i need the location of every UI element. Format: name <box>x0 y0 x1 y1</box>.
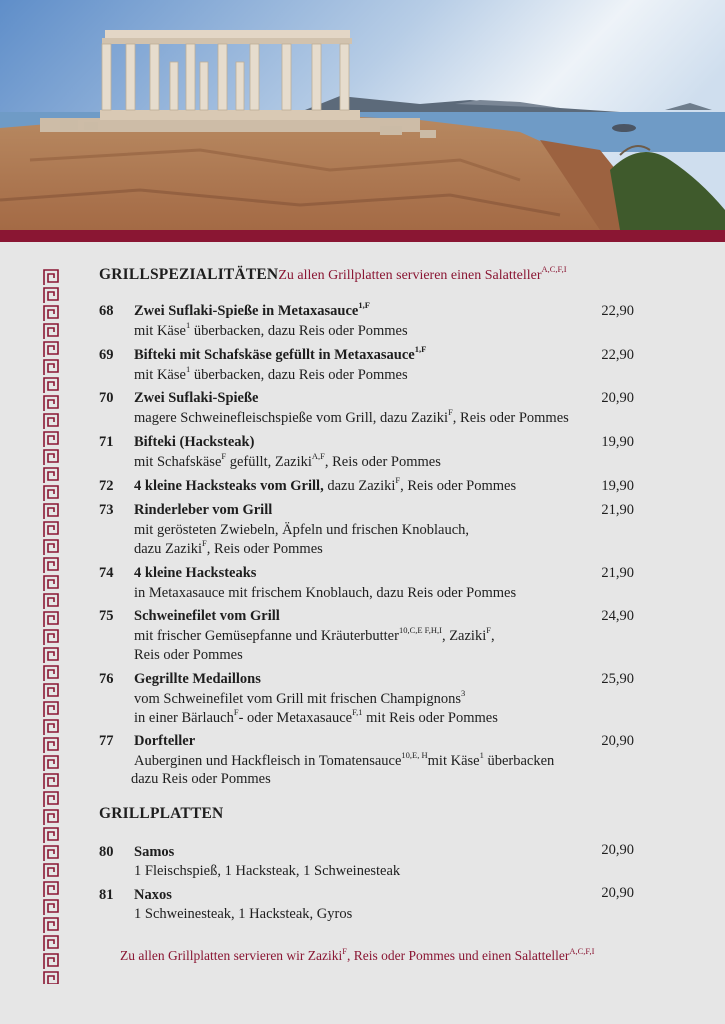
item-price: 19,90 <box>601 478 634 494</box>
section-title-platters <box>99 805 223 823</box>
item-name: Zwei Suflaki-Spieße in Metaxasauce$^{1,F}$ <box>134 300 370 319</box>
menu-item <box>99 302 639 342</box>
menu-item <box>99 732 639 792</box>
item-number: 75 <box>99 608 114 624</box>
item-description: dazu Reis oder Pommes <box>131 771 271 787</box>
menu-item <box>99 607 639 667</box>
item-name: Rinderleber vom Grill <box>134 502 273 518</box>
item-number: 81 <box>99 887 114 903</box>
item-description: mit Käse$^1$ überbacken, dazu Reis oder Pommes <box>134 320 408 339</box>
item-name: Bifteki (Hacksteak) <box>134 434 255 450</box>
section-heading: GRILLSPEZIALITÄTEN <box>99 266 279 283</box>
section-note: Zu allen Grillplatten servieren einen Salatteller$^{A,C,F,I}$ <box>278 264 567 283</box>
item-price: 21,90 <box>601 502 634 518</box>
greek-key-border <box>42 268 60 984</box>
footer-note: Zu allen Grillplatten servieren wir Zaziki$^F$, Reis oder Pommes und einen Salatteller$^{A,C,F,I}$ <box>120 946 595 963</box>
item-description: dazu Zaziki$^F$, Reis oder Pommes <box>134 538 323 557</box>
item-number: 73 <box>99 502 114 518</box>
greek-temple-photo <box>0 0 725 230</box>
item-price: 22,90 <box>601 347 634 363</box>
item-description: Reis oder Pommes <box>134 647 243 663</box>
item-number: 72 <box>99 478 114 494</box>
menu-item <box>99 843 639 883</box>
item-number: 77 <box>99 733 114 749</box>
menu-item <box>99 433 639 473</box>
item-price: 20,90 <box>601 842 634 858</box>
item-name: Bifteki mit Schafskäse gefüllt in Metaxasauce$^{1,F}$ <box>134 344 427 363</box>
item-description: 1 Schweinesteak, 1 Hacksteak, Gyros <box>134 906 353 922</box>
item-name: Samos <box>134 844 175 860</box>
item-name: 4 kleine Hacksteaks <box>134 565 257 581</box>
item-number: 74 <box>99 565 114 581</box>
item-number: 70 <box>99 390 114 406</box>
item-price: 19,90 <box>601 434 634 450</box>
item-price: 21,90 <box>601 565 634 581</box>
item-name: Schweinefilet vom Grill <box>134 608 280 624</box>
section-heading: GRILLPLATTEN <box>99 805 224 822</box>
item-price: 25,90 <box>601 671 634 687</box>
item-description: in einer Bärlauch$^F$- oder Metaxasauce$^{F,1}$ mit Reis oder Pommes <box>134 707 498 726</box>
accent-band <box>0 230 725 242</box>
menu-item <box>99 477 639 497</box>
item-number: 69 <box>99 347 114 363</box>
section-title-grill <box>99 266 567 284</box>
item-number: 76 <box>99 671 114 687</box>
item-description: mit Käse$^1$ überbacken, dazu Reis oder Pommes <box>134 364 408 383</box>
menu-item <box>99 670 639 730</box>
menu-item <box>99 886 639 926</box>
item-description: mit Schafskäse$^F$ gefüllt, Zaziki$^{A,F}$, Reis oder Pommes <box>134 451 441 470</box>
item-name: 4 kleine Hacksteaks vom Grill, dazu Zaziki$^F$, Reis oder Pommes <box>134 475 517 494</box>
menu-item <box>99 346 639 386</box>
hero-photo <box>0 0 725 230</box>
item-number: 68 <box>99 303 114 319</box>
item-description: vom Schweinefilet vom Grill mit frischen Champignons$^3$ <box>134 688 466 707</box>
item-description: in Metaxasauce mit frischem Knoblauch, dazu Reis oder Pommes <box>134 585 517 601</box>
menu-item <box>99 564 639 604</box>
menu-item <box>99 389 639 429</box>
item-name: Zwei Suflaki-Spieße <box>134 390 259 406</box>
item-number: 80 <box>99 844 114 860</box>
item-number: 71 <box>99 434 114 450</box>
item-price: 20,90 <box>601 390 634 406</box>
item-price: 22,90 <box>601 303 634 319</box>
item-description: Auberginen und Hackfleisch in Tomatensauce$^{10,E, H}$mit Käse$^1$ überbacken <box>134 750 555 769</box>
item-name: Gegrillte Medaillons <box>134 671 261 687</box>
item-name: Dorfteller <box>134 733 196 749</box>
item-price: 20,90 <box>601 885 634 901</box>
item-description: mit gerösteten Zwiebeln, Äpfeln und frischen Knoblauch, <box>134 522 470 538</box>
item-price: 24,90 <box>601 608 634 624</box>
item-description: mit frischer Gemüsepfanne und Kräuterbutter$^{10,C,E F,H,I}$, Zaziki$^F$, <box>134 625 495 644</box>
menu-item <box>99 501 639 561</box>
item-description: 1 Fleischspieß, 1 Hacksteak, 1 Schweinesteak <box>134 863 401 879</box>
item-description: magere Schweinefleischspieße vom Grill, dazu Zaziki$^F$, Reis oder Pommes <box>134 407 569 426</box>
item-price: 20,90 <box>601 733 634 749</box>
item-name: Naxos <box>134 887 172 903</box>
